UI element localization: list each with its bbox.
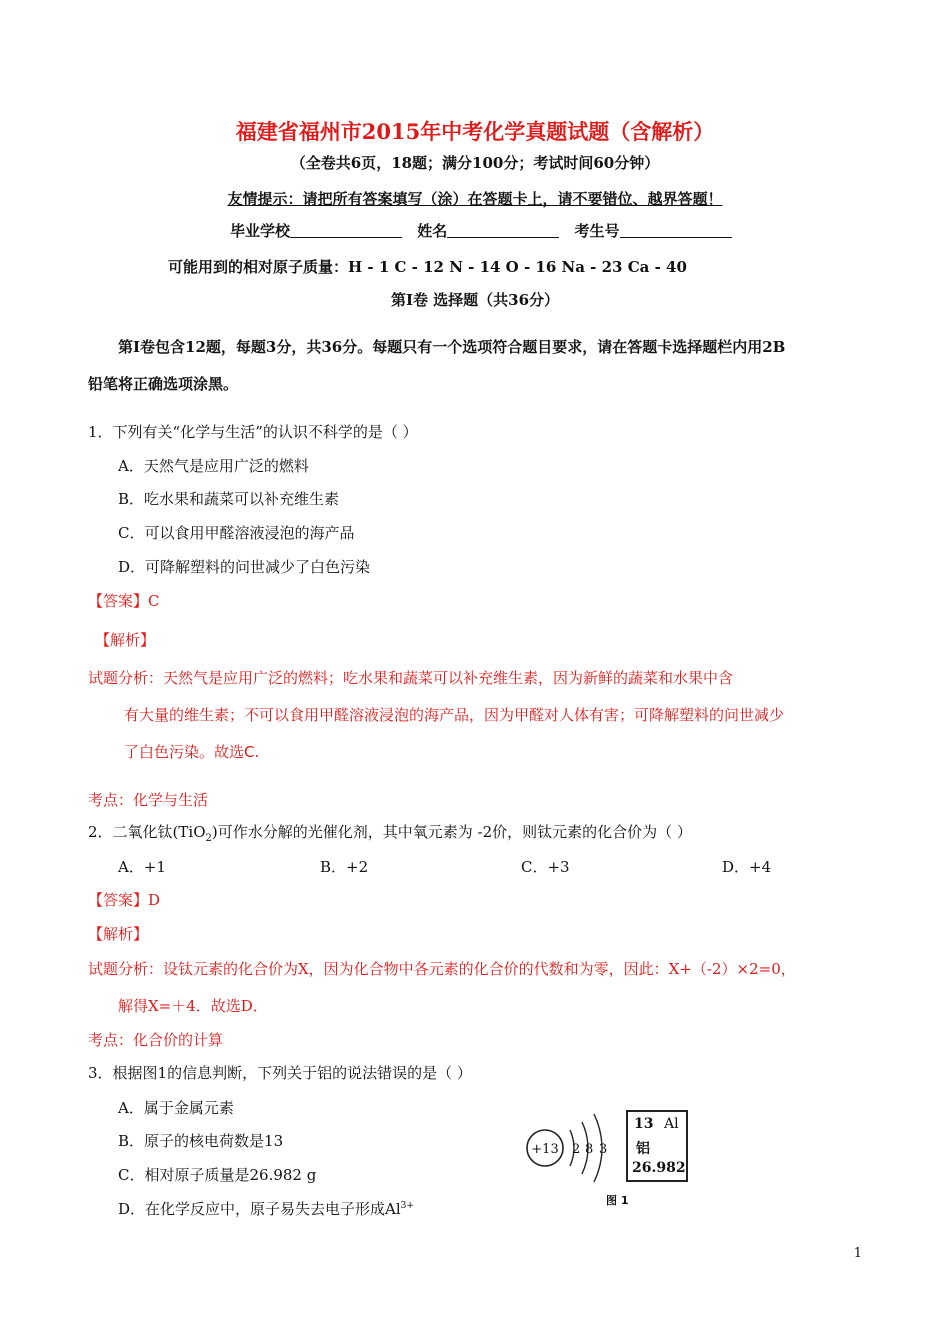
page-title: 福建省福州市2015年中考化学真题试题（含解析） [235, 119, 715, 144]
notice: 友情提示：请把所有答案填写（涂）在答题卡上，请不要错位、越界答题！ [227, 190, 723, 208]
nucleus-charge: +13 [531, 1142, 559, 1157]
atomic-masses: 可能用到的相对原子质量：H - 1 C - 12 N - 14 O - 16 Na - 23 Ca - 40 [168, 258, 687, 276]
q2-stem-start: 2．二氧化钛(TiO [88, 823, 206, 841]
exam-no-label: 考生号 [574, 222, 620, 240]
element-name: 铝 [636, 1141, 650, 1157]
page-number: 1 [853, 1246, 862, 1261]
q3-stem: 3．根据图1的信息判断，下列关于铝的说法错误的是（ ） [88, 1064, 472, 1082]
q1-option-c: C．可以食用甲醛溶液浸泡的海产品 [118, 524, 355, 542]
section-heading: 第Ⅰ卷 选择题（共36分） [390, 291, 560, 309]
q2-option-c: C．+3 [521, 858, 570, 876]
q2-analysis-1: 试题分析：设钛元素的化合价为X，因为化合物中各元素的化合价的代数和为零，因此：X+（-2）×2=0， [88, 960, 796, 978]
q1-option-a: A．天然气是应用广泛的燃料 [118, 457, 309, 475]
q1-stem: 1．下列有关“化学与生活”的认识不科学的是（ ） [88, 423, 418, 441]
name-blank [447, 223, 559, 238]
q2-jiexi: 【解析】 [88, 925, 149, 943]
q1-analysis-3: 了白色污染。故选C. [124, 743, 260, 761]
q1-answer: 【答案】C [88, 592, 160, 610]
shell-count-2: 8 [585, 1142, 594, 1157]
q1-option-b: B．吃水果和蔬菜可以补充维生素 [118, 490, 340, 508]
q3-option-d-text: D．在化学反应中，原子易失去电子形成Al [118, 1200, 401, 1218]
q1-kaodian: 考点：化学与生活 [88, 791, 209, 809]
exam-info: （全卷共6页，18题；满分100分；考试时间60分钟） [290, 154, 660, 172]
q2-option-d: D．+4 [722, 858, 772, 876]
q1-option-d: D．可降解塑料的问世减少了白色污染 [118, 558, 371, 576]
element-card [626, 1110, 688, 1182]
name-label: 姓名 [417, 222, 448, 240]
q1-jiexi: 【解析】 [95, 631, 156, 649]
section-intro-line2: 铅笔将正确选项涂黑。 [88, 375, 239, 393]
q2-analysis-2: 解得X=＋4．故选D． [118, 997, 268, 1015]
q2-kaodian: 考点：化合价的计算 [88, 1031, 224, 1049]
q3-option-b: B．原子的核电荷数是13 [118, 1132, 284, 1150]
q2-option-b: B．+2 [320, 858, 369, 876]
q3-option-c: C．相对原子质量是26.982 g [118, 1166, 317, 1184]
q2-stem-subscript: 2 [205, 833, 212, 844]
q3-option-a: A．属于金属元素 [118, 1099, 234, 1117]
q3-option-d [118, 1198, 414, 1219]
q1-analysis-2: 有大量的维生素；不可以食用甲醛溶液浸泡的海产品，因为甲醛对人体有害；可降解塑料的问世减少 [124, 706, 785, 724]
shell-count-1: 2 [572, 1142, 581, 1157]
element-symbol: Al [664, 1116, 679, 1132]
exam-no-blank [620, 223, 732, 238]
school-blank [290, 223, 402, 238]
figure-caption: 图 1 [606, 1194, 629, 1207]
q2-option-a: A．+1 [118, 858, 166, 876]
school-label: 毕业学校 [230, 222, 291, 240]
student-fields [230, 220, 742, 241]
q2-answer: 【答案】D [88, 891, 161, 909]
shell-count-3: 3 [599, 1142, 608, 1157]
section-intro-line1: 第Ⅰ卷包含12题，每题3分，共36分。每题只有一个选项符合题目要求，请在答题卡选择题栏内用2B [118, 338, 786, 356]
q1-analysis-1: 试题分析：天然气是应用广泛的燃料；吃水果和蔬菜可以补充维生素，因为新鲜的蔬菜和水果中含 [88, 669, 734, 687]
q3-option-d-sup: 3+ [400, 1201, 414, 1211]
atomic-number: 13 [634, 1116, 654, 1132]
q2-stem [88, 821, 692, 844]
atomic-mass: 26.982 [632, 1160, 686, 1176]
q2-stem-rest: )可作水分解的光催化剂，其中氧元素为 -2价，则钛元素的化合价为（ ） [211, 823, 692, 841]
